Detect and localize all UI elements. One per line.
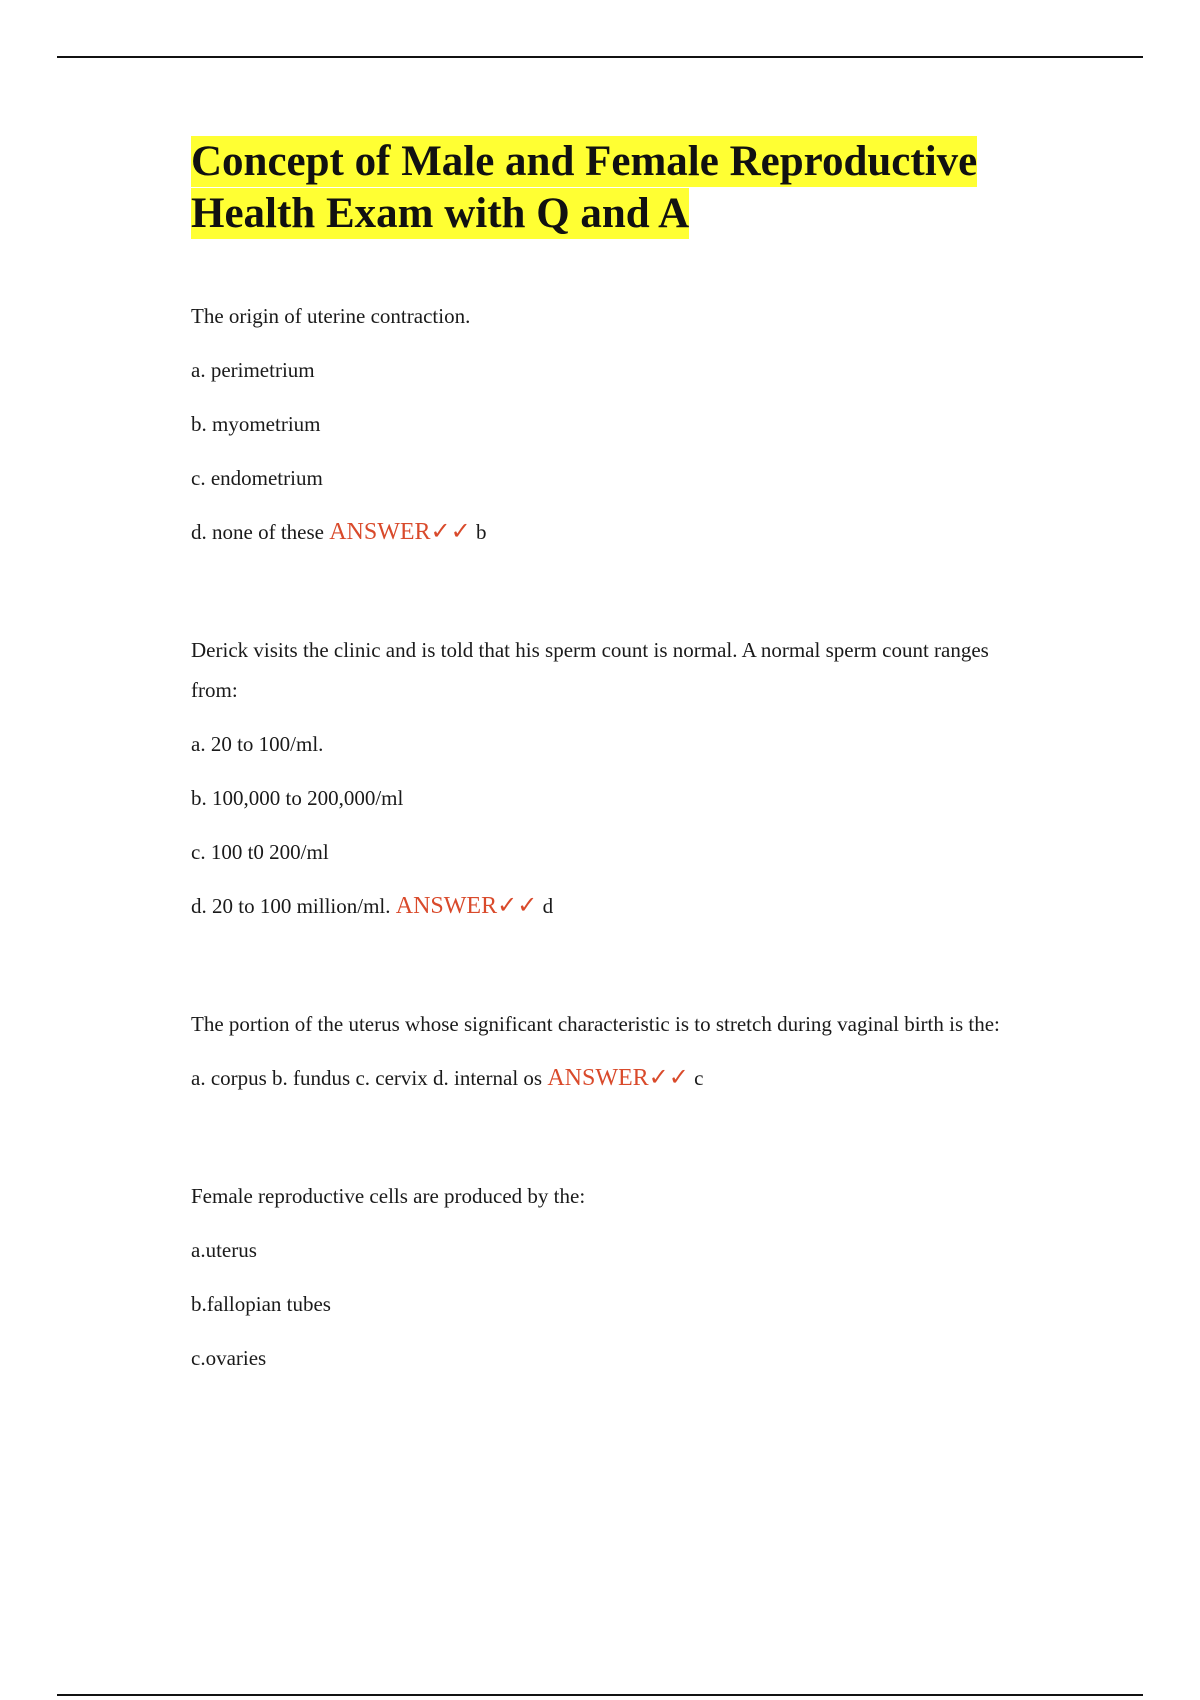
footer-rule (57, 1694, 1143, 1696)
question-3 (191, 1004, 1031, 1098)
header-rule (57, 56, 1143, 58)
question-2 (191, 630, 1031, 926)
option-a: a.uterus (191, 1238, 257, 1262)
option-b: b. myometrium (191, 412, 321, 436)
document-body (191, 136, 1031, 1392)
option-b: b.fallopian tubes (191, 1292, 331, 1316)
answer-marker: ANSWER✓✓ (547, 1065, 689, 1091)
option-a: a. 20 to 100/ml. (191, 732, 324, 756)
question-stem: Derick visits the clinic and is told that his sperm count is normal. A normal sperm count ranges from: (191, 638, 989, 702)
option-c: c. endometrium (191, 466, 323, 490)
question-stem: The origin of uterine contraction. (191, 304, 471, 328)
question-1 (191, 296, 1031, 552)
answer-value: c (694, 1066, 704, 1090)
option-d: d. none of these (191, 520, 324, 544)
option-d-with-answer (191, 512, 1031, 552)
answer-value: b (476, 520, 487, 544)
question-4 (191, 1176, 1031, 1378)
question-stem: The portion of the uterus whose significant characteristic is to stretch during vaginal birth is the: (191, 1012, 1000, 1036)
option-b: b. 100,000 to 200,000/ml (191, 786, 404, 810)
option-d: d. 20 to 100 million/ml. (191, 894, 391, 918)
option-c: c. 100 t0 200/ml (191, 840, 329, 864)
option-c: c.ovaries (191, 1346, 267, 1370)
question-stem: Female reproductive cells are produced by the: (191, 1184, 586, 1208)
option-a: a. perimetrium (191, 358, 315, 382)
answer-marker: ANSWER✓✓ (395, 893, 538, 919)
title-highlight: Concept of Male and Female Reproductive Health Exam with Q and A (191, 138, 978, 237)
option-d-with-answer (191, 886, 1031, 926)
answer-marker: ANSWER✓✓ (329, 519, 471, 545)
options-inline: a. corpus b. fundus c. cervix d. internal os (191, 1066, 543, 1090)
answer-value: d (542, 894, 554, 918)
options-with-answer (191, 1058, 1031, 1098)
document-title (191, 136, 1031, 240)
